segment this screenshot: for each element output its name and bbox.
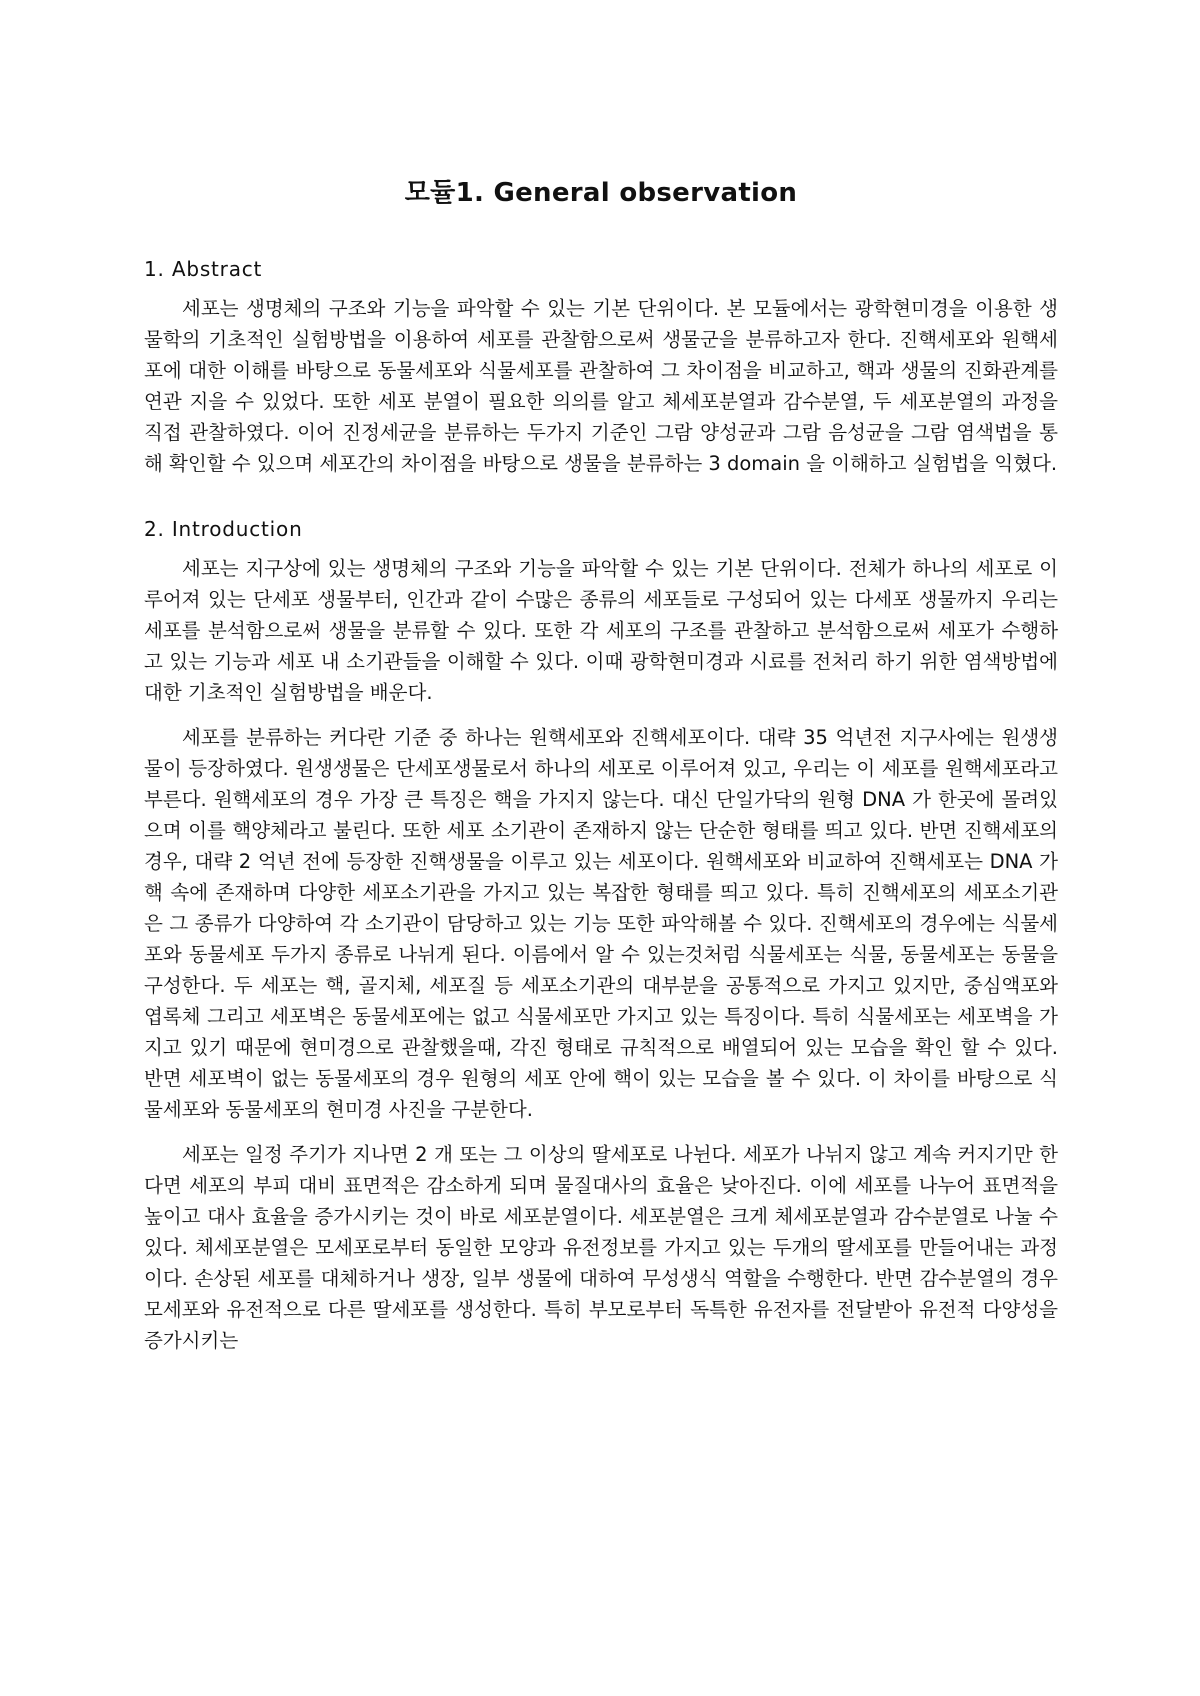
- section-abstract: [144, 257, 1058, 479]
- abstract-paragraph: 세포는 생명체의 구조와 기능을 파악할 수 있는 기본 단위이다. 본 모듈에서는 광학현미경을 이용한 생물학의 기초적인 실험방법을 이용하여 세포를 관찰함으로써 생물군을 분류하고자 한다. 진핵세포와 원핵세포에 대한 이해를 바탕으로 동물세포와 식물세포를 관찰하여 그 차이점을 비교하고, 핵과 생물의 진화관계를 연관 지을 수 있었다. 또한 세포 분열이 필요한 의의를 알고 체세포분열과 감수분열, 두 세포분열의 과정을 직접 관찰하였다. 이어 진정세균을 분류하는 두가지 기준인 그람 양성균과 그람 음성균을 그람 염색법을 통해 확인할 수 있으며 세포간의 차이점을 바탕으로 생물을 분류하는 3 domain 을 이해하고 실험법을 익혔다.: [144, 297, 1058, 475]
- introduction-paragraph-1: 세포는 지구상에 있는 생명체의 구조와 기능을 파악할 수 있는 기본 단위이다. 전체가 하나의 세포로 이루어져 있는 단세포 생물부터, 인간과 같이 수많은 종류의 세포들로 구성되어 있는 다세포 생물까지 우리는 세포를 분석함으로써 생물을 분류할 수 있다. 또한 각 세포의 구조를 관찰하고 분석함으로써 세포가 수행하고 있는 기능과 세포 내 소기관들을 이해할 수 있다. 이때 광학현미경과 시료를 전처리 하기 위한 염색방법에 대한 기초적인 실험방법을 배운다.: [144, 557, 1058, 704]
- document-title: 모듈1. General observation: [404, 178, 798, 208]
- section-heading-abstract: 1. Abstract: [144, 257, 263, 281]
- introduction-paragraph-3: 세포는 일정 주기가 지나면 2 개 또는 그 이상의 딸세포로 나뉜다. 세포가 나뉘지 않고 계속 커지기만 한다면 세포의 부피 대비 표면적은 감소하게 되며 물질대사의 효율은 낮아진다. 이에 세포를 나누어 표면적을 높이고 대사 효율을 증가시키는 것이 바로 세포분열이다. 세포분열은 크게 체세포분열과 감수분열로 나눌 수 있다. 체세포분열은 모세포로부터 동일한 모양과 유전정보를 가지고 있는 두개의 딸세포를 만들어내는 과정이다. 손상된 세포를 대체하거나 생장, 일부 생물에 대하여 무성생식 역할을 수행한다. 반면 감수분열의 경우 모세포와 유전적으로 다른 딸세포를 생성한다. 특히 부모로부터 독특한 유전자를 전달받아 유전적 다양성을 증가시키는: [144, 1143, 1058, 1352]
- introduction-paragraph-2: 세포를 분류하는 커다란 기준 중 하나는 원핵세포와 진핵세포이다. 대략 35 억년전 지구사에는 원생생물이 등장하였다. 원생생물은 단세포생물로서 하나의 세포로 이루어져 있고, 우리는 이 세포를 원핵세포라고 부른다. 원핵세포의 경우 가장 큰 특징은 핵을 가지지 않는다. 대신 단일가닥의 원형 DNA 가 한곳에 몰려있으며 이를 핵양체라고 불린다. 또한 세포 소기관이 존재하지 않는 단순한 형태를 띄고 있다. 반면 진핵세포의 경우, 대략 2 억년 전에 등장한 진핵생물을 이루고 있는 세포이다. 원핵세포와 비교하여 진핵세포는 DNA 가 핵 속에 존재하며 다양한 세포소기관을 가지고 있는 복잡한 형태를 띄고 있다. 특히 진핵세포의 세포소기관은 그 종류가 다양하여 각 소기관이 담당하고 있는 기능 또한 파악해볼 수 있다. 진핵세포의 경우에는 식물세포와 동물세포 두가지 종류로 나뉘게 된다. 이름에서 알 수 있는것처럼 식물세포는 식물, 동물세포는 동물을 구성한다. 두 세포는 핵, 골지체, 세포질 등 세포소기관의 대부분을 공통적으로 가지고 있지만, 중심액포와 엽록체 그리고 세포벽은 동물세포에는 없고 식물세포만 가지고 있는 특징이다. 특히 식물세포는 세포벽을 가지고 있기 때문에 현미경으로 관찰했을때, 각진 형태로 규칙적으로 배열되어 있는 모습을 확인 할 수 있다. 반면 세포벽이 없는 동물세포의 경우 원형의 세포 안에 핵이 있는 모습을 볼 수 있다. 이 차이를 바탕으로 식물세포와 동물세포의 현미경 사진을 구분한다.: [144, 726, 1058, 1121]
- section-introduction: [144, 517, 1058, 1356]
- section-heading-introduction: 2. Introduction: [144, 517, 303, 541]
